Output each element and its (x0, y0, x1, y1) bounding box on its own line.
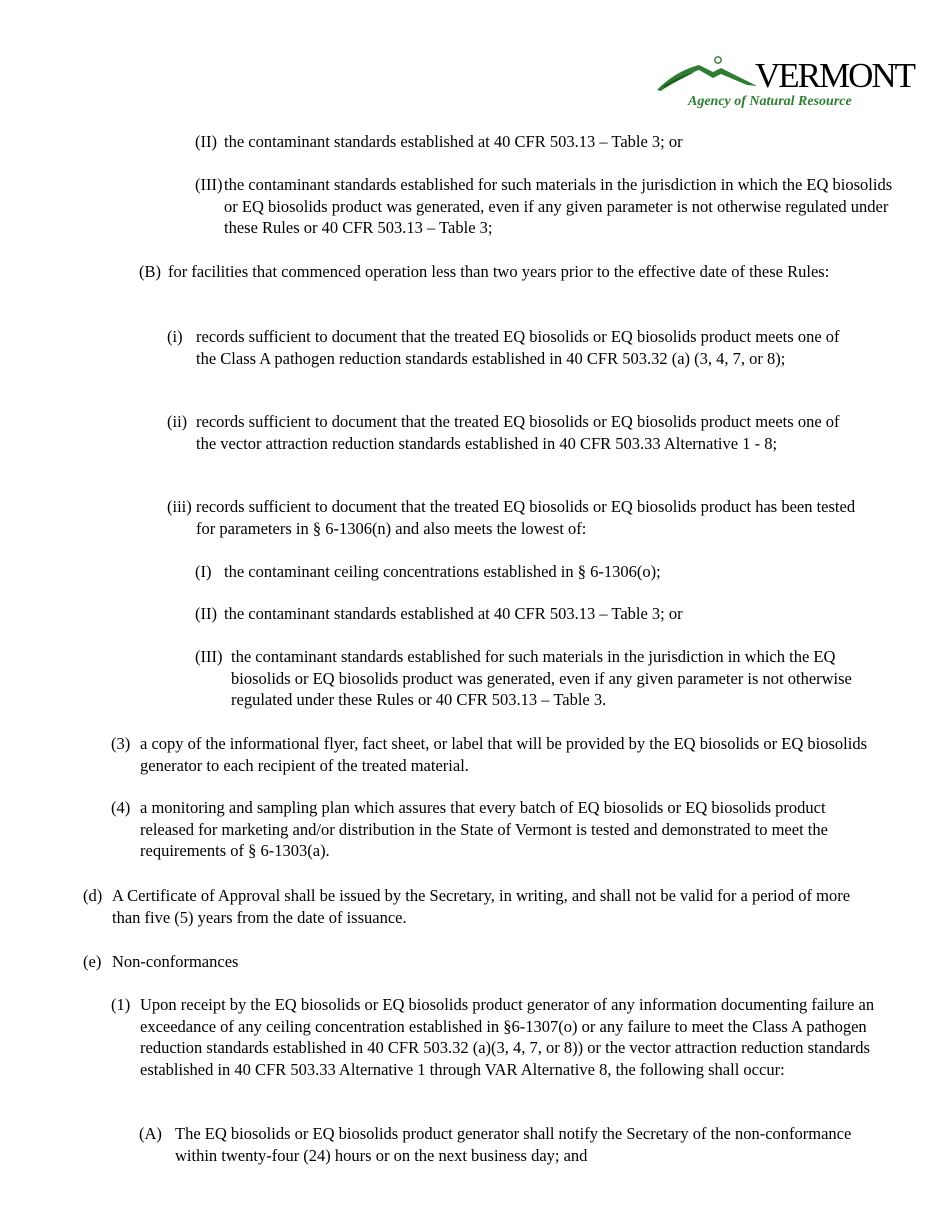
item-text: records sufficient to document that the treated EQ biosolids or EQ biosolids product has been tested for parameters in § 6-1306(n) and also meets the lowest of: (196, 497, 856, 538)
item-text: a copy of the informational flyer, fact sheet, or label that will be provided by the EQ biosolids or EQ biosolids generator to each recipient of the treated material. (140, 734, 867, 775)
item-1 (111, 994, 884, 1080)
item-text: for facilities that commenced operation less than two years prior to the effective date of these Rules: (168, 262, 830, 281)
item-label: (III) (195, 175, 223, 194)
item-label: (I) (195, 562, 212, 581)
item-label: (ii) (167, 412, 188, 431)
item-II-bottom (195, 603, 892, 625)
item-text: A Certificate of Approval shall be issued by the Secretary, in writing, and shall not be valid for a period of more than five (5) years from the date of issuance. (112, 886, 851, 927)
item-II-top (195, 131, 892, 153)
green-mountain-icon (655, 56, 765, 96)
item-4 (111, 797, 870, 862)
item-A (139, 1123, 855, 1166)
item-text: records sufficient to document that the treated EQ biosolids or EQ biosolids product meets one of the vector attraction reduction standards established in 40 CFR 503.33 Alternative 1 - 8; (196, 412, 840, 453)
item-text: Non-conformances (112, 952, 239, 971)
item-label: (4) (111, 798, 131, 817)
item-3 (111, 733, 880, 776)
item-i (167, 326, 840, 369)
item-label: (A) (139, 1124, 162, 1143)
item-ii (167, 411, 840, 454)
item-label: (i) (167, 327, 183, 346)
item-label: (II) (195, 132, 217, 151)
logo-agency-name: Agency of Natural Resource (688, 94, 852, 109)
item-B (139, 261, 870, 283)
item-iii (167, 496, 870, 539)
item-text: The EQ biosolids or EQ biosolids product generator shall notify the Secretary of the non-conformance within twenty-four (24) hours or on the next business day; and (175, 1124, 852, 1165)
item-d (83, 885, 855, 928)
item-text: the contaminant standards established for such materials in the jurisdiction in which the EQ biosolids or EQ biosolids product was generated, even if any given parameter is not otherwise regulated under these Rules or 40 CFR 503.13 – Table 3; (224, 175, 893, 237)
item-text: the contaminant standards established for such materials in the jurisdiction in which the EQ biosolids or EQ biosolids product was generated, even if any given parameter is not otherwise regulated under these Rules or 40 CFR 503.13 – Table 3. (231, 647, 852, 709)
item-label: (3) (111, 734, 131, 753)
item-label: (B) (139, 262, 161, 281)
item-III-top (195, 174, 895, 239)
item-text: Upon receipt by the EQ biosolids or EQ biosolids product generator of any information documenting failure an exceedance of any ceiling concentration established in §6-1307(o) or any failure to meet the Class A pathogen reduction standards established in 40 CFR 503.32 (a)(3, 4, 7, or 8)) or the vector attraction reduction standards established in 40 CFR 503.33 Alternative 1 through VAR Alternative 8, the following shall occur: (140, 995, 875, 1079)
item-label: (d) (83, 886, 103, 905)
item-text: a monitoring and sampling plan which assures that every batch of EQ biosolids or EQ biosolids product released for marketing and/or distribution in the State of Vermont is tested and demonstrated to meet the requirements of § 6-1303(a). (140, 798, 828, 860)
item-label: (1) (111, 995, 131, 1014)
item-label: (III) (195, 647, 223, 666)
item-text: records sufficient to document that the treated EQ biosolids or EQ biosolids product meets one of the Class A pathogen reduction standards established in 40 CFR 503.32 (a) (3, 4, 7, or 8); (196, 327, 840, 368)
vermont-anr-logo (655, 56, 915, 116)
item-III-bottom (195, 646, 870, 711)
item-text: the contaminant ceiling concentrations established in § 6-1306(o); (224, 562, 661, 581)
logo-wordmark: VERMONT (755, 56, 915, 95)
item-text: the contaminant standards established at 40 CFR 503.13 – Table 3; or (224, 132, 683, 151)
item-e (83, 951, 892, 973)
item-label: (II) (195, 604, 217, 623)
item-label: (e) (83, 952, 102, 971)
item-label: (iii) (167, 497, 192, 516)
item-I (195, 561, 892, 583)
item-text: the contaminant standards established at 40 CFR 503.13 – Table 3; or (224, 604, 683, 623)
